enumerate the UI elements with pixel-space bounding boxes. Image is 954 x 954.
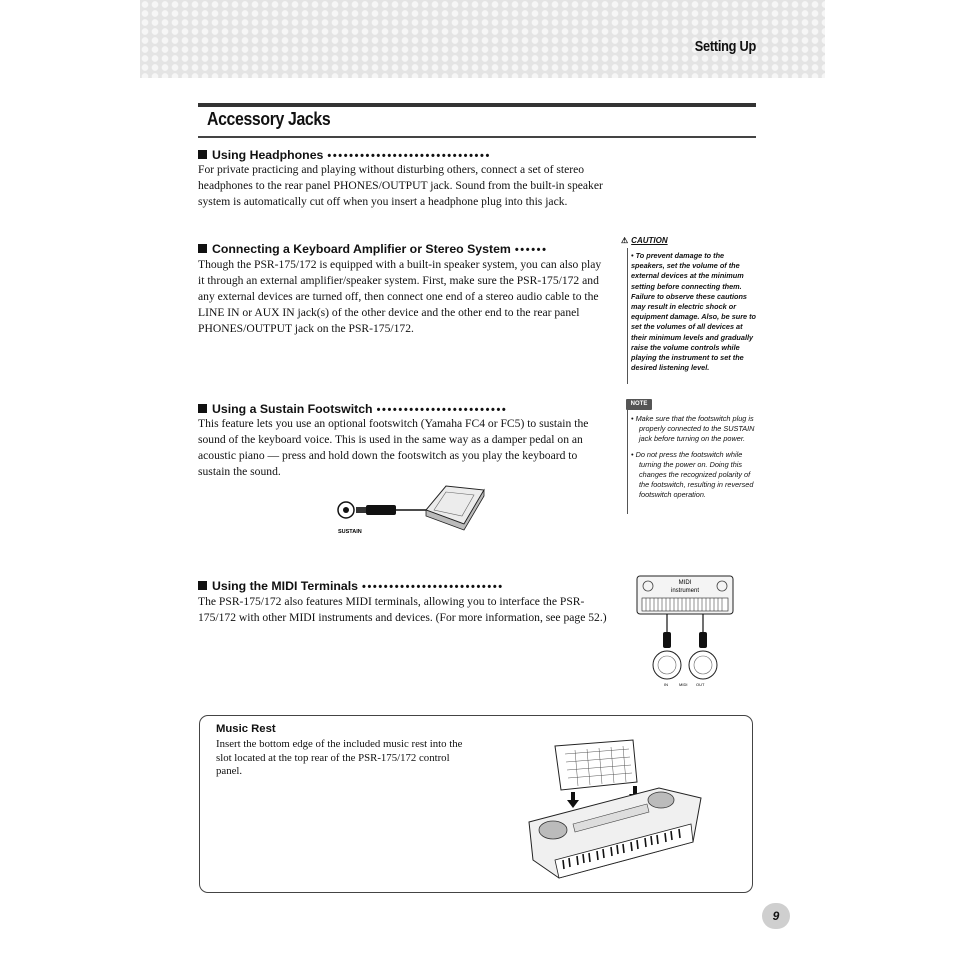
caution-text: • To prevent damage to the speakers, set the volume of the external devices at the minimum setting before connecting them. Failure to observe these cautions may result in electric shock or equipment damage. Also, be sure to set the volumes of all devices at their minimum levels and gradually raise the volume controls while playing the instrument to set the desired listening level. xyxy=(631,251,757,373)
heading-text: Using a Sustain Footswitch xyxy=(212,402,373,416)
section-body-amplifier: Though the PSR-175/172 is equipped with a built-in speaker system, you can also play it through an external amplifier/speaker system. First, make sure the PSR-175/172 and any external devices are turned off, then connect one end of a stereo audio cable to the LINE IN or AUX IN jack(s) of the other device and the other end to the rear panel PHONES/OUTPUT jack on the PSR-175/172. xyxy=(198,258,602,336)
midi-in-label: IN xyxy=(664,682,668,687)
leader-dots: •••••••••••••••••••••••••••••• xyxy=(327,150,491,162)
keyboard-speaker-left xyxy=(539,821,567,839)
midi-in-port-icon xyxy=(653,651,681,679)
music-rest-text: Insert the bottom edge of the included music rest into the slot located at the top rear of the PSR-175/172 control panel. xyxy=(216,738,463,778)
midi-keyboard-icon xyxy=(642,598,728,611)
page-title: Accessory Jacks xyxy=(207,109,331,129)
plug-body xyxy=(366,505,396,515)
sustain-jack-hole xyxy=(343,507,349,513)
midi-out-label: OUT xyxy=(696,682,705,687)
heading-text: Using Headphones xyxy=(212,148,324,162)
note-badge: NOTE xyxy=(626,399,652,410)
note-sidebar-line xyxy=(627,404,628,514)
footswitch-illustration xyxy=(334,480,494,540)
arrow-down-left-icon xyxy=(567,792,579,808)
caution-sidebar-line xyxy=(627,248,628,384)
section-body-midi: The PSR-175/172 also features MIDI terminals, allowing you to interface the PSR-175/172 with other MIDI instruments and devices. (For more information, see page 52.) xyxy=(198,595,607,625)
midi-mid-label: MIDI xyxy=(679,682,688,687)
heading-text: Using the MIDI Terminals xyxy=(212,579,358,593)
page-number: 9 xyxy=(762,903,790,929)
plug-tip xyxy=(356,507,366,513)
title-rule-top xyxy=(198,103,756,107)
title-rule-bottom xyxy=(198,136,756,138)
bullet-square-icon xyxy=(198,150,207,159)
section-heading-midi xyxy=(198,579,608,593)
leader-dots: •••••• xyxy=(514,244,548,256)
heading-text: Connecting a Keyboard Amplifier or Stereo System xyxy=(212,242,511,256)
music-rest-heading: Music Rest xyxy=(216,723,276,735)
section-heading-headphones xyxy=(198,148,608,162)
leader-dots: •••••••••••••••••••••••• xyxy=(376,404,508,416)
note-list xyxy=(631,414,759,506)
midi-plug-in xyxy=(663,632,671,648)
bullet-square-icon xyxy=(198,581,207,590)
caution-heading xyxy=(621,236,668,245)
section-heading-footswitch xyxy=(198,402,608,416)
midi-label-2: instrument xyxy=(670,588,700,594)
keyboard-speaker-right xyxy=(648,792,674,808)
midi-plug-out xyxy=(699,632,707,648)
bullet-square-icon xyxy=(198,404,207,413)
caution-title: CAUTION xyxy=(631,236,668,245)
midi-label-1: MIDI xyxy=(678,580,692,586)
sustain-label: SUSTAIN xyxy=(338,529,362,535)
section-body-footswitch: This feature lets you use an optional footswitch (Yamaha FC4 or FC5) to sustain the sound of the keyboard voice. This is used in the same way as a damper pedal on an acoustic piano — press and hold down the footswitch as you play the keyboard to sustain the sound. xyxy=(198,417,589,479)
section-heading-amplifier xyxy=(198,242,608,256)
leader-dots: •••••••••••••••••••••••••• xyxy=(362,581,504,593)
note-item: • Do not press the footswitch while turning the power on. Doing this changes the recognized polarity of the footswitch, resulting in reversed footswitch operation. xyxy=(631,449,754,500)
bullet-square-icon xyxy=(198,244,207,253)
warning-triangle-icon: ⚠ xyxy=(621,236,629,245)
midi-out-port-icon xyxy=(689,651,717,679)
music-rest-illustration xyxy=(525,738,725,883)
section-label: Setting Up xyxy=(694,38,756,55)
note-item: • Make sure that the footswitch plug is properly connected to the SUSTAIN jack before turning on the power. xyxy=(631,414,755,444)
section-body-headphones: For private practicing and playing without disturbing others, connect a set of stereo headphones to the rear panel PHONES/OUTPUT jack. Sound from the built-in speaker system is automatically cut off when you insert a headphone plug into this jack. xyxy=(198,163,603,209)
midi-illustration xyxy=(636,575,736,690)
